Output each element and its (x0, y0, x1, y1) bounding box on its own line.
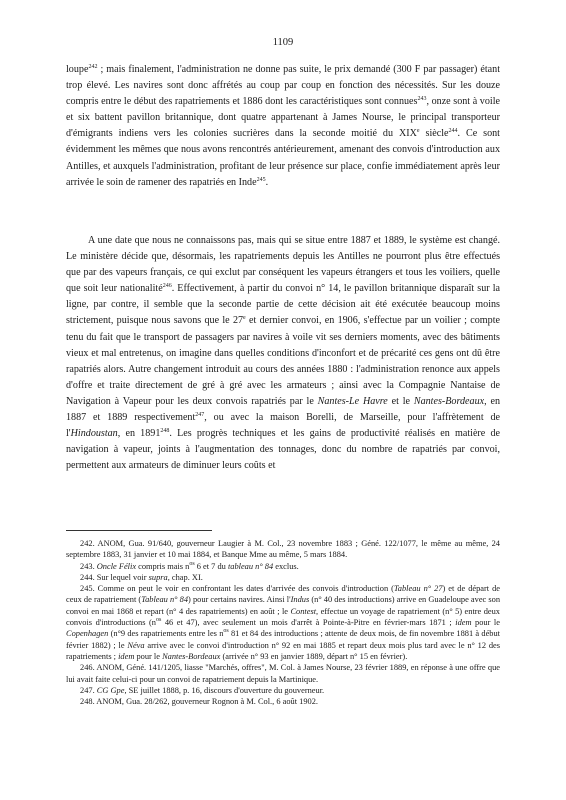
italic-text: Indus (290, 595, 310, 605)
superscript: 247 (195, 412, 205, 419)
italic-text: Tableau n° 84 (141, 595, 189, 605)
superscript: os (223, 628, 229, 635)
body-paragraph: loupe$^{242}$ ; mais finalement, l'administration ne donne pas suite, le prix demandé (300 F par passager) étant trop élevé. Les navires sont donc affrétés au coup par coup en fonction des nécessités. Sur les douze compris entre le début des rapatriements et 1886 dont les caractéristiques sont connues$^{243}$, onze sont à voile et six battent pavillon britannique, dont quatre appartenant à James Nourse, le principal transporteur d'émigrants indiens vers les colonies sucrières dans la seconde moitié du XIXe siècle$^{244}$. Ce sont évidemment les mêmes que nous avons rencontrés antérieurement, amenant des convois d'introduction aux Antilles, et auxquels l'administration, profitant de leur présence sur place, confie immédiatement après leur arrivée le soin de ramener des rapatriés en Inde$^{245}$. (66, 64, 500, 188)
italic-text: Nantes-Bordeaux (413, 395, 485, 407)
superscript: e (416, 128, 420, 135)
italic-text: idem (455, 618, 472, 628)
italic-text: CG Gpe (96, 685, 125, 695)
superscript: 246 (162, 283, 172, 290)
footnote-247: 247. CG Gpe, SE juillet 1888, p. 16, discours d'ouverture du gouverneur. (80, 685, 325, 695)
page-number: 1109 (272, 37, 294, 48)
superscript: 245 (256, 176, 266, 183)
italic-text: idem (118, 651, 135, 661)
italic-text: Nantes-Bordeaux (162, 651, 221, 661)
superscript: 243 (417, 96, 427, 103)
italic-text: Hindoustan (70, 428, 118, 440)
footnotes (66, 538, 500, 707)
footnote-245: 245. Comme on peut le voir en confrontant les dates d'arrivée des convois d'introduction (Tableau n° 27) et de départ de ceux de rapatriement (Tableau n° 84) pour certains navires. Ainsi l'Indus (n° 40 des introductions) arrive en Guadeloupe avec son convoi en mai 1868 et repart (n° 4 des rapatriements) en août ; le Contest, effectue un voyage de rapatriement (n° 5) entre deux convois d'introductions ($n^{os}$ 46 et 47), avec seulement un mois d'arrêt à Pointe-à-Pitre en février-mars 1871 ; idem pour le Copenhagen (n°9 des rapatriements entre les $n^{os}$ 81 et 84 des introductions ; attente de deux mois, de fin novembre 1881 à début février 1882) ; le Néva arrive avec le convoi d'introduction n° 92 en mai 1885 et repart deux mois plus tard avec le n° 12 des rapatriements ; idem pour le Nantes-Bordeaux (arrivée n° 93 en janvier 1889, départ n° 15 en février). (66, 584, 501, 661)
italic-text: Oncle Félix (96, 561, 137, 571)
superscript: 242 (88, 64, 98, 70)
superscript: os (155, 617, 162, 624)
italic-text: tableau n° 84 (227, 561, 274, 571)
italic-text: supra (148, 572, 168, 582)
italic-text: Nantes-Le Havre (317, 395, 388, 407)
superscript: os (189, 560, 195, 567)
italic-text: Néva (127, 640, 145, 650)
footnote-244: 244. Sur lequel voir supra, chap. XI. (80, 572, 203, 582)
italic-text: Tableau n° 27 (393, 584, 443, 594)
italic-text: Copenhagen (66, 629, 109, 639)
footnote-246: 246. ANOM, Géné. 141/1205, liasse "Marchés, offres", M. Col. à James Nourse, 23 février 1889, en réponse à une offre que lui avait faite celui-ci pour un convoi de rapatriement depuis la Martinique. (66, 663, 500, 684)
superscript: 244 (448, 128, 458, 135)
footnote-separator (66, 530, 212, 531)
superscript: 248 (160, 428, 170, 435)
superscript: e (243, 315, 246, 322)
italic-text: Contest (290, 606, 317, 616)
footnote-242: 242. ANOM, Gua. 91/640, gouverneur Laugier à M. Col., 23 novembre 1883 ; Géné. 122/1077, le même au même, 24 septembre 1883, 31 janvier et 10 mai 1884, et Banque Mme au même, 5 mars 1884. (66, 539, 500, 560)
body-paragraph: A une date que nous ne connaissons pas, mais qui se situe entre 1887 et 1889, le système est changé. Le ministère décide que, désormais, les rapatriements depuis les Antilles ne pourront plus être effectués que par des vapeurs français, ce qui exclut par conséquent les vapeurs étrangers et tous les voiliers, quelle que soit leur nationalité$^{246}$. Effectivement, à partir du convoi n° 14, le pavillon britannique disparaît sur la ligne, par contre, il semble que la seconde partie de cette décision ait été exécutée beaucoup moins strictement, puisque nous savons que le 27e et dernier convoi, en 1906, s'effectue par un voilier ; compte tenu du fait que le transport de passagers par navires à voile vit ses derniers moments, avec des bâtiments vieux et mal entretenus, on imagine dans quelles conditions d'inconfort et de précarité ces gens ont dû être rapatriés alors. Autre changement introduit au cours des années 1880 : l'administration renonce aux appels d'offre et traite directement de gré à gré avec les armateurs ; ainsi avec la Compagnie Nantaise de Navigation à Vapeur pour les deux convois rapatriés par le Nantes-Le Havre et le Nantes-Bordeaux, en 1887 et 1889 respectivement$^{247}$, ou avec la maison Borelli, de Marseille, pour l'affrètement de l'Hindoustan, en 1891$^{248}$. Les progrès techniques et les gains de productivité réalisés en matière de navigation à vapeur, joints à l'augmentation des tonnages, donc du nombre de rapatriés par convoi, permettent aux armateurs de diminuer leurs coûts et (66, 235, 500, 472)
footnote-248: 248. ANOM, Gua. 28/262, gouverneur Rognon à M. Col., 6 août 1902. (80, 697, 318, 707)
footnote-243: 243. Oncle Félix compris mais $n^{os}$ 6 et 7 du tableau n° 84 exclus. (80, 560, 299, 571)
